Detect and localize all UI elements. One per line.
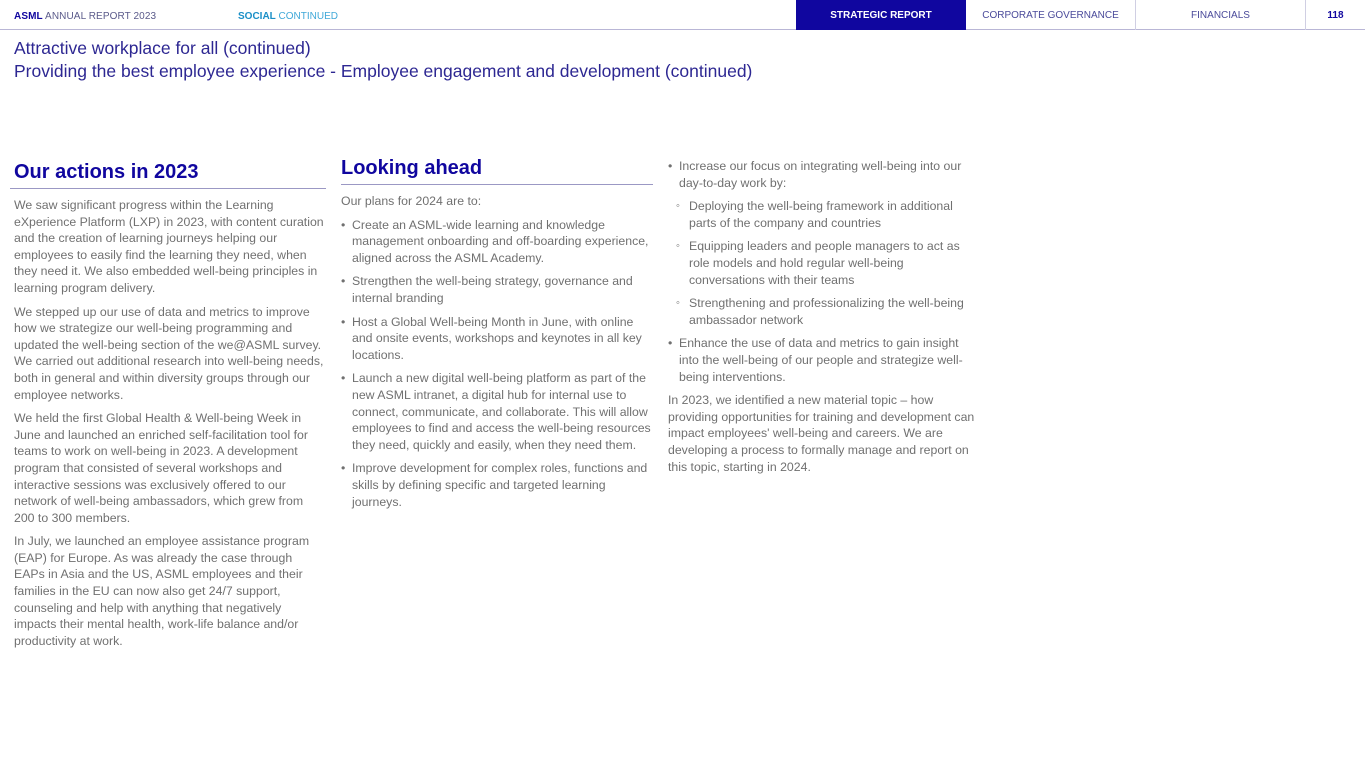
plan-item: • Host a Global Well-being Month in June, with online and onsite events, workshops and keynotes in all key locations. (341, 314, 653, 364)
sub-plan-item: ◦ Deploying the well-being framework in additional parts of the company and countries (668, 198, 980, 231)
plan-item (668, 158, 980, 328)
actions-paragraph: We saw significant progress within the Learning eXperience Platform (LXP) in 2023, with content curation and the creation of learning journeys helping our employees to easily find the learning they need, when they need it. We also embedded well-being principles in learning program delivery. (14, 198, 324, 295)
sub-plan-item: ◦ Equipping leaders and people managers to act as role models and hold regular well-being conversations with their teams (668, 238, 980, 288)
looking-ahead-column (341, 155, 653, 517)
plan-item: • Improve development for complex roles, functions and skills by defining specific and targeted learning journeys. (341, 460, 653, 510)
plan-item: • Enhance the use of data and metrics to gain insight into the well-being of our people and strategize well-being interventions. (668, 335, 980, 385)
sub-plan-list (668, 198, 980, 328)
sub-plan-item: ◦ Strengthening and professionalizing the well-being ambassador network (668, 295, 980, 328)
plans-intro: Our plans for 2024 are to: (341, 194, 482, 208)
looking-ahead-heading: Looking ahead (341, 155, 653, 185)
plans-list-continued (668, 158, 980, 385)
closing-paragraph: In 2023, we identified a new material topic – how providing opportunities for training and development can impact employees' well-being and careers. We are developing a process to formally manage and report on this topic, starting in 2024. (668, 393, 975, 474)
actions-heading: Our actions in 2023 (10, 159, 326, 189)
plan-item-text: Increase our focus on integrating well-being into our day-to-day work by: (679, 159, 962, 190)
actions-paragraph: In July, we launched an employee assistance program (EAP) for Europe. As was already the case through EAPs in Asia and the US, ASML employees and their families in the EU can now also get 24/7 support, counseling and help with anything that negatively impacts their mental health, work-life balance and/or productivity at work. (14, 534, 310, 648)
brand-name: ASML (14, 11, 43, 22)
page-title: Attractive workplace for all (continued) (14, 38, 311, 58)
nav-tab-corporate-governance[interactable]: CORPORATE GOVERNANCE (966, 0, 1136, 30)
actions-paragraph: We stepped up our use of data and metrics to improve how we strategize our well-being programming and updated the well-being section of the we@ASML survey. We carried out additional research into well-being needs, both in general and within diversity groups through our employee networks. (14, 304, 324, 402)
report-brand (14, 11, 156, 22)
actions-column (14, 155, 326, 656)
section-suffix: CONTINUED (275, 11, 339, 22)
page-number: 118 (1327, 9, 1344, 21)
nav-tab-strategic-report[interactable]: STRATEGIC REPORT (796, 0, 966, 30)
section-name: SOCIAL (238, 11, 276, 22)
nav-tab-financials[interactable]: FINANCIALS (1136, 0, 1306, 30)
section-breadcrumb[interactable] (238, 11, 338, 22)
page-subtitle: Providing the best employee experience - Employee engagement and development (continued) (14, 61, 753, 81)
brand-report-title: ANNUAL REPORT 2023 (42, 11, 157, 22)
plan-item: • Create an ASML-wide learning and knowledge management onboarding and off-boarding experience, aligned across the ASML Academy. (341, 217, 653, 267)
actions-paragraph: We held the first Global Health & Well-being Week in June and launched an enriched self-facilitation tool for teams to work on well-being in 2023. A development program that consisted of several workshops and interactive sessions was exclusively offered to our network of well-being ambassadors, which grew from 200 to 300 members. (14, 411, 308, 525)
continued-column (668, 158, 980, 482)
plan-item: • Launch a new digital well-being platform as part of the new ASML intranet, a digital hub for internal use to connect, communicate, and collaborate. This will allow employees to find and access the well-being resources they need, quickly and easily, when they need them. (341, 370, 653, 453)
top-navigation-bar (0, 0, 1365, 30)
plan-item: • Strengthen the well-being strategy, governance and internal branding (341, 273, 653, 306)
plans-list (341, 217, 653, 511)
